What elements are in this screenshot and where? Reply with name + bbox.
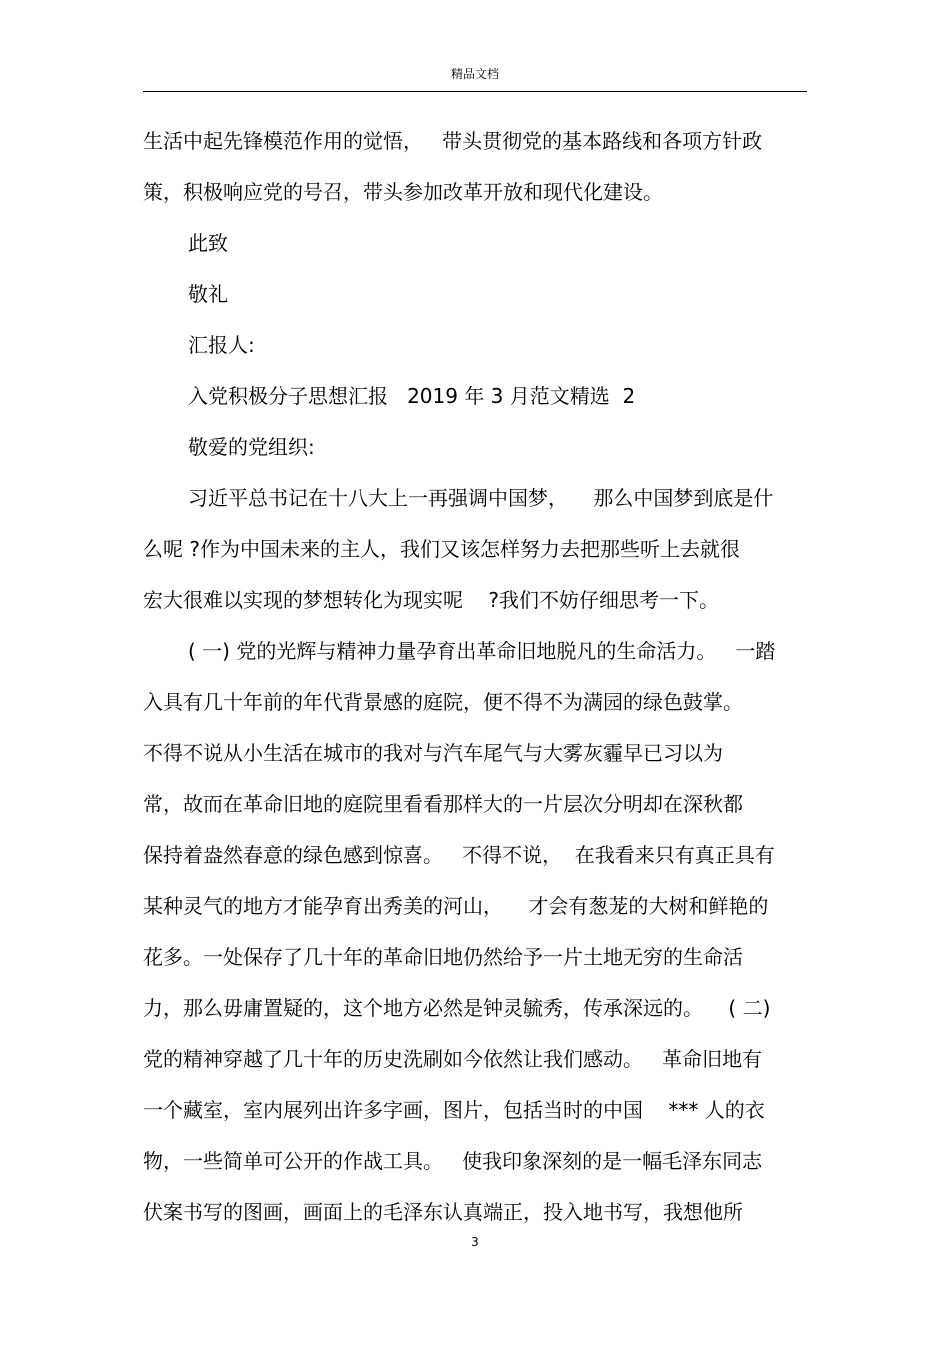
document-body bbox=[143, 116, 823, 1238]
body-line: ( 一) 党的光辉与精神力量孕育出革命旧地脱凡的生命活力。 一踏 bbox=[188, 639, 776, 663]
body-line: 物，一些简单可公开的作战工具。 使我印象深刻的是一幅毛泽东同志 bbox=[143, 1149, 763, 1173]
body-line: 习近平总书记在十八大上一再强调中国梦， 那么中国梦到底是什 bbox=[188, 486, 774, 510]
body-line: 入具有几十年前的年代背景感的庭院，便不得不为满园的绿色鼓掌。 bbox=[143, 690, 743, 714]
body-line: 宏大很难以实现的梦想转化为现实呢 ?我们不妨仔细思考一下。 bbox=[143, 588, 720, 612]
body-line: 常，故而在革命旧地的庭院里看看那样大的一片层次分明却在深秋都 bbox=[143, 792, 743, 816]
body-line: 生活中起先锋模范作用的觉悟， 带头贯彻党的基本路线和各项方针政 bbox=[143, 129, 763, 153]
reporter-label: 汇报人: bbox=[188, 333, 255, 357]
body-line: 一个藏室，室内展列出许多字画，图片，包括当时的中国 *** 人的衣 bbox=[143, 1098, 765, 1122]
page-number: 3 bbox=[471, 1235, 479, 1249]
header-divider bbox=[143, 91, 807, 92]
section-title: 入党积极分子思想汇报 2019 年 3 月范文精选 2 bbox=[188, 384, 636, 408]
closing-regards: 敬礼 bbox=[188, 282, 228, 306]
body-line: 么呢 ?作为中国未来的主人，我们又该怎样努力去把那些听上去就很 bbox=[143, 537, 740, 561]
body-line: 策，积极响应党的号召，带头参加改革开放和现代化建设。 bbox=[143, 180, 663, 204]
body-line: 保持着盎然春意的绿色感到惊喜。 不得不说， 在我看来只有真正具有 bbox=[143, 843, 775, 867]
page-header: 精品文档 bbox=[450, 67, 499, 81]
body-line: 不得不说从小生活在城市的我对与汽车尾气与大雾灰霾早已习以为 bbox=[143, 741, 723, 765]
body-line: 力，那么毋庸置疑的，这个地方必然是钟灵毓秀，传承深远的。 ( 二) bbox=[143, 996, 771, 1020]
body-line: 某种灵气的地方才能孕育出秀美的河山， 才会有葱茏的大树和鲜艳的 bbox=[143, 894, 769, 918]
salutation: 敬爱的党组织: bbox=[188, 435, 315, 459]
body-line: 伏案书写的图画，画面上的毛泽东认真端正，投入地书写，我想他所 bbox=[143, 1200, 743, 1224]
closing-salutation: 此致 bbox=[188, 231, 228, 255]
body-line: 党的精神穿越了几十年的历史洗刷如今依然让我们感动。 革命旧地有 bbox=[143, 1047, 763, 1071]
body-line: 花多。一处保存了几十年的革命旧地仍然给予一片土地无穷的生命活 bbox=[143, 945, 743, 969]
